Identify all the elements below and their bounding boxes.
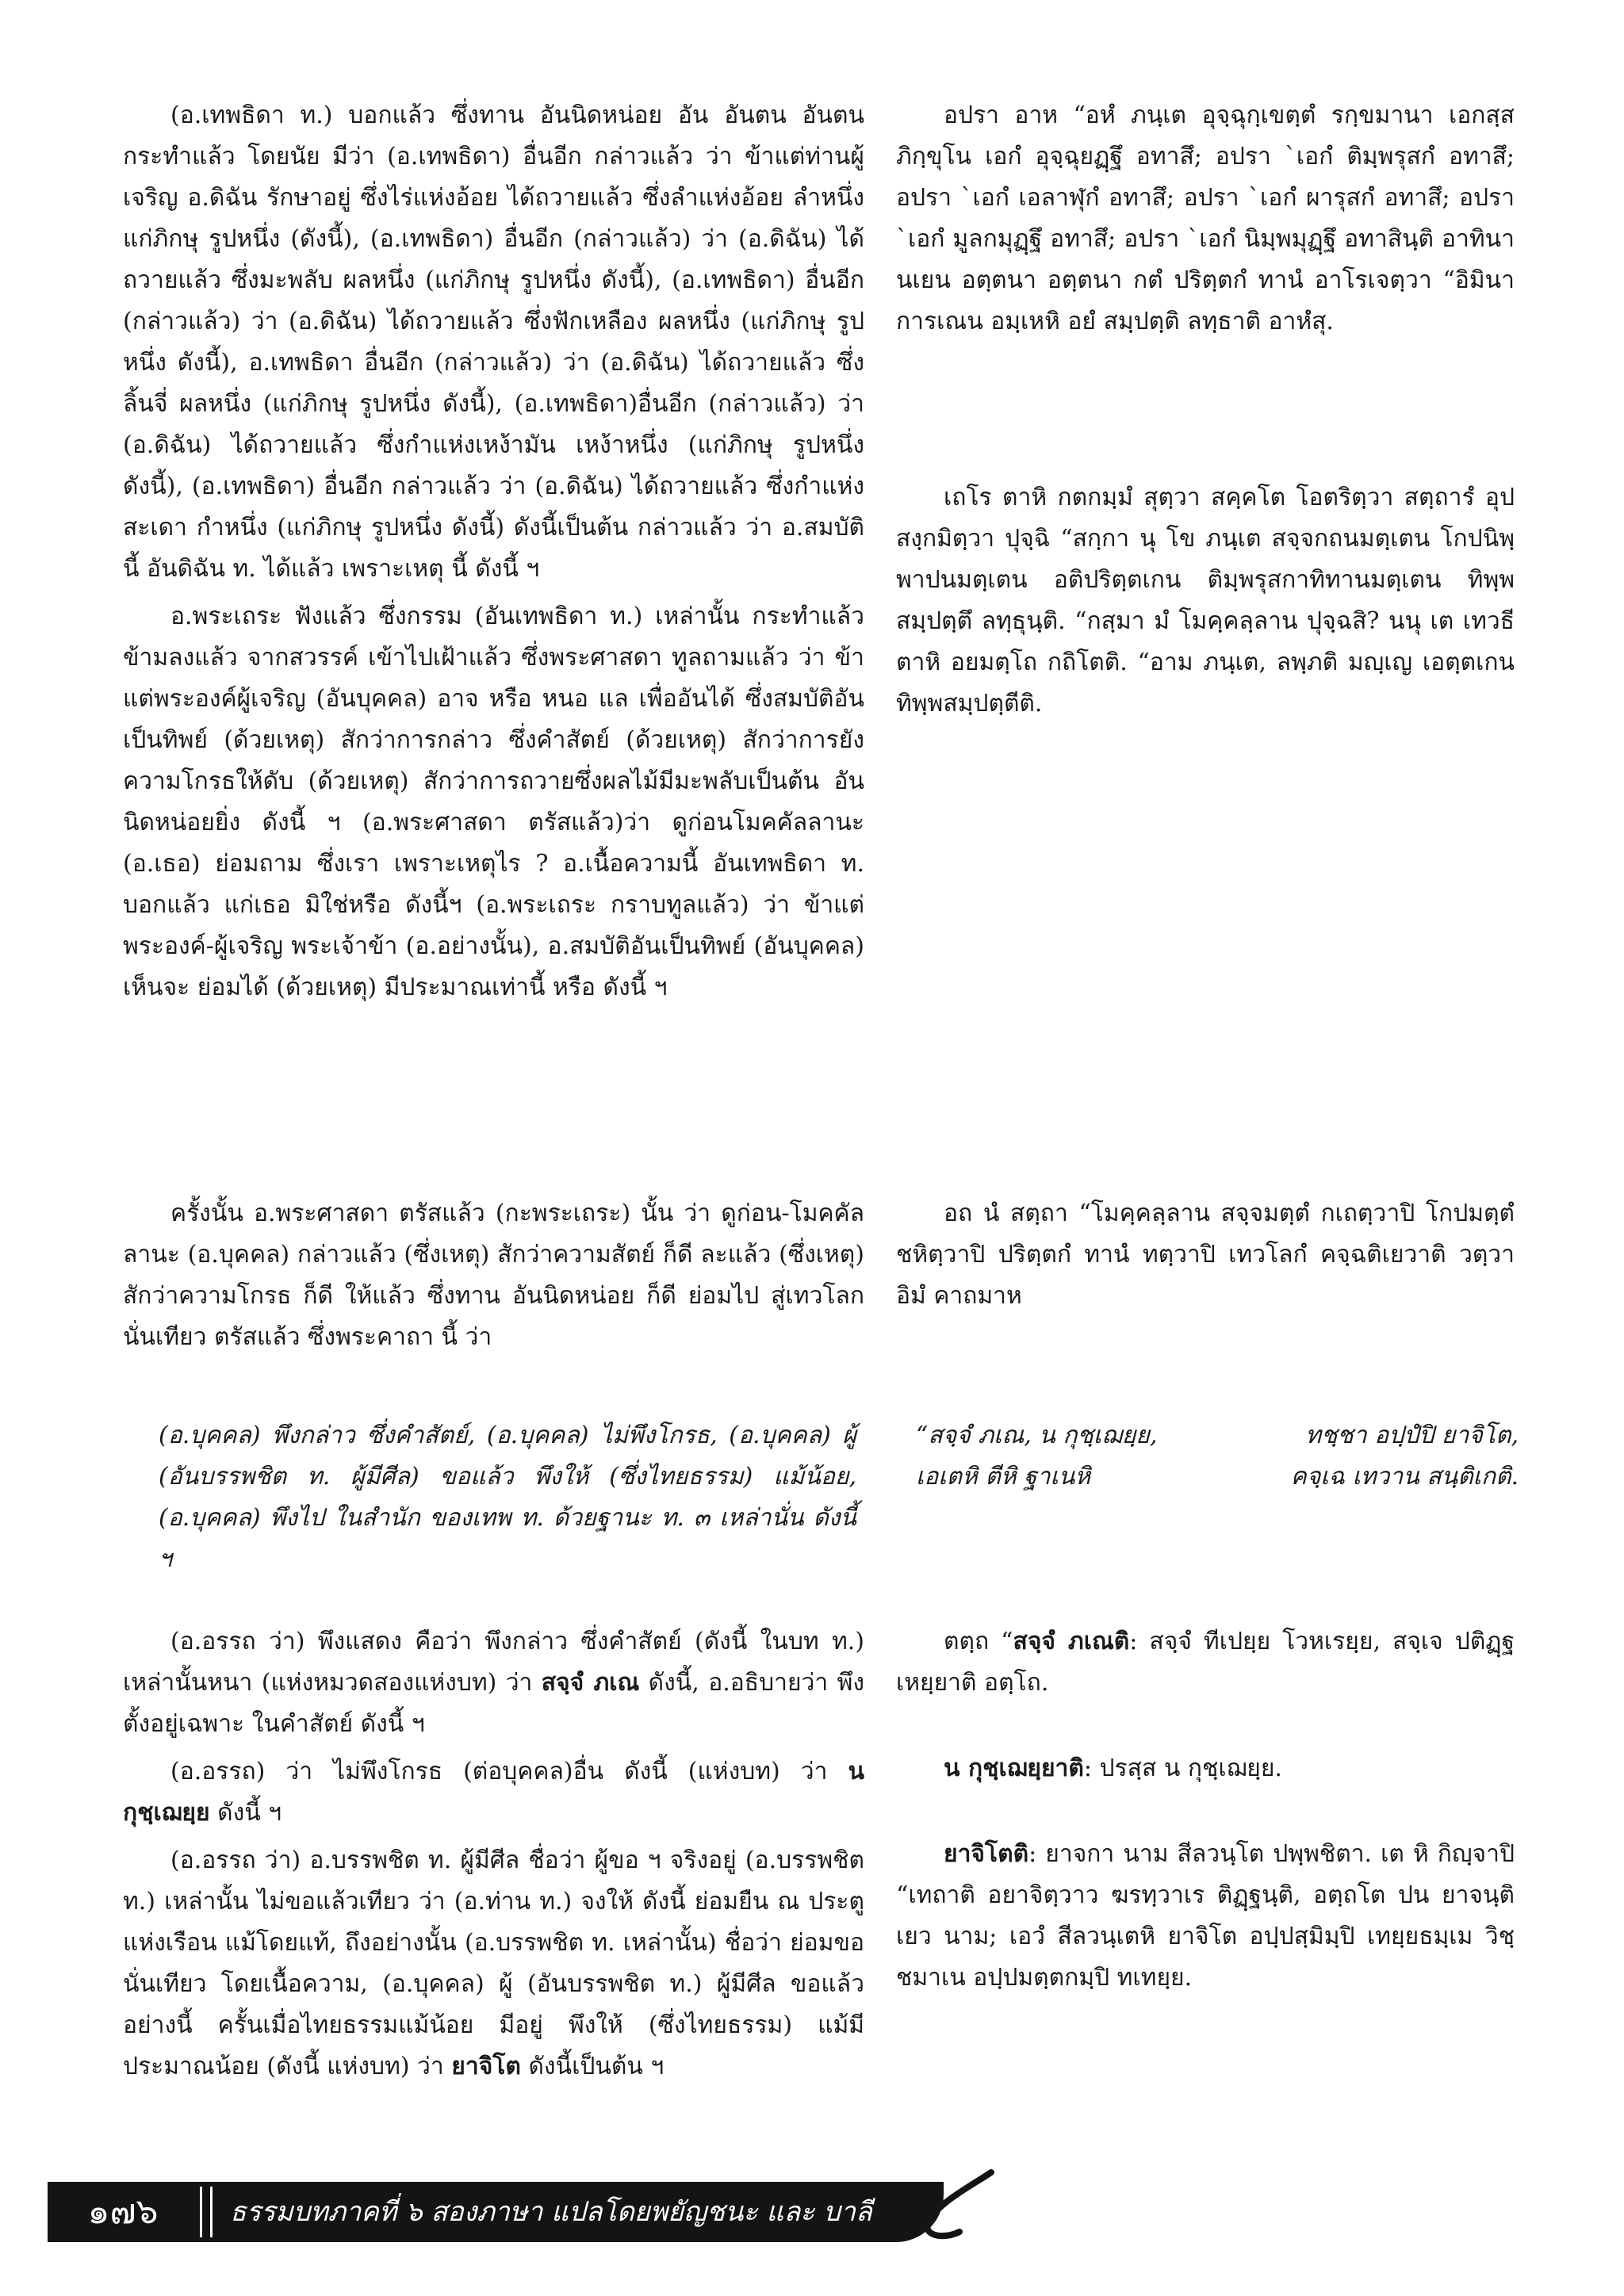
paragraph: เถโร ตาหิ กตกมฺมํ สุตฺวา สคฺคโต โอตริตฺวา สตฺถารํ อุปสงฺกมิตฺวา ปุจฺฉิ “สกฺกา นุ โข ภนฺเต สจฺจกถนมตฺเตน โกปนิพฺพาปนมตฺเตน อติปริตฺตเกน ติมฺพรุสกาทิทานมตฺเตน ทิพฺพสมฺปตฺตึ ลทฺธุนฺติ. “กสฺมา มํ โมคฺคลฺลาน ปุจฺฉสิ? นนุ เต เทวธีตาหิ อยมตฺโถ กถิโตติ. “อาม ภนฺเต, ลพฺภติ มญฺเญ เอตฺตเกน ทิพฺพสมฺปตฺตีติ. — [896, 484, 1515, 718]
text: (อ.อรรถ) ว่า ไม่พึงโกรธ (ต่อบุคคล)อื่น ดังนี้ (แห่งบท) ว่า — [170, 1758, 848, 1785]
verse-line — [916, 1456, 1519, 1498]
text: ดังนี้ ฯ — [209, 1799, 282, 1827]
commentary-paragraph — [896, 1834, 1515, 1999]
text: ดังนี้, อ.อธิบายว่า พึงตั้งอยู่เฉพาะ ในคำสัตย์ ดังนี้ ฯ — [123, 1669, 864, 1738]
text: ดังนี้เป็นต้น ฯ — [520, 2053, 665, 2080]
term: ยาจิโตติ — [944, 1840, 1029, 1868]
text: (อ.อรรถ ว่า) อ.บรรพชิต ท. ผู้มีศีล ชื่อว่า ผู้ขอ ฯ จริงอยู่ (อ.บรรพชิต ท.) เหล่านั้น ไม่ขอแล้วเทียว ว่า (อ.ท่าน ท.) จงให้ ดังนี้ ย่อมยืน ณ ประตูแห่งเรือน แม้โดยแท้, ถึงอย่างนั้น (อ.บรรพชิต ท. เหล่านั้น) ชื่อว่า ย่อมขอ นั่นเทียว โดยเนื้อความ, (อ.บุคคล) ผู้ (อันบรรพชิต ท.) ผู้มีศีล ขอแล้ว อย่างนี้ ครั้นเมื่อไทยธรรมแม้น้อย มีอยู่ พึงให้ (ซึ่งไทยธรรม) แม้มีประมาณน้อย (ดังนี้ แห่งบท) ว่า — [123, 1846, 864, 2080]
commentary-paragraph — [123, 1840, 864, 2087]
term: ยาจิโต — [451, 2053, 521, 2080]
commentary-paragraph — [123, 1751, 864, 1834]
commentary-paragraph — [896, 1748, 1515, 1789]
verse-pali — [916, 1415, 1519, 1498]
text: : ยาจกา นาม สีลวนฺโต ปพฺพชิตา. เต หิ กิญฺจาปิ “เทถาติ อยาจิตฺวาว ฆรทฺวาเร ติฏฺฐนฺติ, อตฺถโต ปน ยาจนฺติเยว นาม; เอวํ สีลวนฺเตหิ ยาจิโต อปฺปสฺมิมฺปิ เทยฺยธมฺเม วิชฺชมาเน อปฺปมตฺตกมฺปิ ทเทยฺย. — [896, 1840, 1515, 1992]
thai-translation-column — [123, 95, 864, 1008]
paragraph: ครั้งนั้น อ.พระศาสดา ตรัสแล้ว (กะพระเถระ) นั้น ว่า ดูก่อน-โมคคัลลานะ (อ.บุคคล) กล่าวแล้ว (ซึ่งเหตุ) สักว่าความสัตย์ ก็ดี ละแล้ว (ซึ่งเหตุ) สักว่าความโกรธ ก็ดี ให้แล้ว ซึ่งทาน อันนิดหน่อย ก็ดี ย่อมไป สู่เทวโลก นั่นเทียว ตรัสแล้ว ซึ่งพระคาถา นี้ ว่า — [123, 1200, 864, 1351]
term: น กุชฺเฌยฺยาติ — [944, 1755, 1084, 1782]
thai-commentary-column — [123, 1621, 864, 2087]
footer-divider — [200, 2187, 213, 2237]
paragraph: อถ นํ สตฺถา “โมคฺคลฺลาน สจฺจมตฺตํ กเถตฺวาปิ โกปมตฺตํ ชหิตฺวาปิ ปริตฺตกํ ทานํ ทตฺวาปิ เทวโลกํ คจฺฉติเยวาติ วตฺวา อิมํ คาถมาห — [896, 1200, 1515, 1310]
text: (อ.อรรถ ว่า) พึงแสดง คือว่า พึงกล่าว ซึ่งคำสัตย์ (ดังนี้ ในบท ท.) เหล่านั้นหนา (แห่งหมวดสองแห่งบท) ว่า — [123, 1628, 864, 1697]
thai-translation-column — [123, 1193, 864, 1358]
page-number: ๑๗๖ — [87, 2191, 159, 2232]
verse-translation: (อ.บุคคล) พึงกล่าว ซึ่งคำสัตย์, (อ.บุคคล) ไม่พึงโกรธ, (อ.บุคคล) ผู้ (อันบรรพชิต ท. ผู้มีศีล) ขอแล้ว พึงให้ (ซึ่งไทยธรรม) แม้น้อย, (อ.บุคคล) พึงไป ในสำนัก ของเทพ ท. ด้วยฐานะ ท. ๓ เหล่านั่น ดังนี้ ฯ — [159, 1422, 856, 1573]
ornament-swash-icon — [912, 2156, 1007, 2252]
page-footer — [0, 2182, 1624, 2242]
text: : ปรสฺส น กุชฺเฌยฺย. — [1083, 1755, 1282, 1782]
text: ตตฺถ “ — [944, 1628, 1013, 1655]
paragraph: อปรา อาห “อหํ ภนฺเต อุจฺฉุกฺเขตฺตํ รกฺขมานา เอกสฺส ภิกฺขุโน เอกํ อุจฺฉุยฏฺฐึ อทาสึ; อปรา `เอกํ ติมฺพรุสกํ อทาสึ; อปรา `เอกํ เอลาฬุกํ อทาสึ; อปรา `เอกํ ผารุสกํ อทาสึ; อปรา `เอกํ มูลกมุฏฺฐึ อทาสึ; อปรา `เอกํ นิมฺพมุฏฺฐึ อทาสินฺติ อาทินา นเยน อตฺตนา อตฺตนา กตํ ปริตฺตกํ ทานํ อาโรเจตฺวา “อิมินา การเณน อมฺเหหิ อยํ สมฺปตฺติ ลทฺธาติ อาหํสุ. — [896, 101, 1515, 335]
verse-hemistich: “สจฺจํ ภเณ, น กุชฺเฌยฺย, — [916, 1422, 1158, 1449]
term: สจฺจํ ภเณติ — [1013, 1628, 1130, 1655]
book-title: ธรรมบทภาคที่ ๖ สองภาษา แปลโดยพยัญชนะ และ บาลี — [230, 2196, 872, 2228]
verse-hemistich: คจฺเฉ เทวาน สนฺติเกติ. — [1290, 1463, 1519, 1490]
verse-line — [916, 1415, 1519, 1456]
pali-column — [896, 95, 1515, 725]
commentary-paragraph — [896, 1621, 1515, 1704]
verse-hemistich: เอเตหิ ตีหิ ฐาเนหิ — [916, 1463, 1091, 1490]
pali-commentary-column — [896, 1621, 1515, 1999]
pali-column — [896, 1193, 1515, 1317]
verse-hemistich: ทชฺชา อปฺปํปิ ยาจิโต, — [1305, 1422, 1519, 1449]
term: น กุชฺเฌยฺย — [123, 1758, 864, 1827]
paragraph: (อ.เทพธิดา ท.) บอกแล้ว ซึ่งทาน อันนิดหน่อย อัน อันตน อันตน กระทำแล้ว โดยนัย มีว่า (อ.เทพธิดา) อื่นอีก กล่าวแล้ว ว่า ข้าแต่ท่านผู้เจริญ อ.ดิฉัน รักษาอยู่ ซึ่งไร่แห่งอ้อย ได้ถวายแล้ว ซึ่งลำแห่งอ้อย ลำหนึ่ง แก่ภิกษุ รูปหนึ่ง (ดังนี้), (อ.เทพธิดา) อื่นอีก (กล่าวแล้ว) ว่า (อ.ดิฉัน) ได้ถวายแล้ว ซึ่งมะพลับ ผลหนึ่ง (แก่ภิกษุ รูปหนึ่ง ดังนี้), (อ.เทพธิดา) อื่นอีก (กล่าวแล้ว) ว่า (อ.ดิฉัน) ได้ถวายแล้ว ซึ่งฟักเหลือง ผลหนึ่ง (แก่ภิกษุ รูปหนึ่ง ดังนี้), อ.เทพธิดา อื่นอีก (กล่าวแล้ว) ว่า (อ.ดิฉัน) ได้ถวายแล้ว ซึ่งลิ้นจี่ ผลหนึ่ง (แก่ภิกษุ รูปหนึ่ง ดังนี้), (อ.เทพธิดา)อื่นอีก (กล่าวแล้ว) ว่า (อ.ดิฉัน) ได้ถวายแล้ว ซึ่งกำแห่งเหง้ามัน เหง้าหนึ่ง (แก่ภิกษุ รูปหนึ่ง ดังนี้), (อ.เทพธิดา) อื่นอีก กล่าวแล้ว ว่า (อ.ดิฉัน) ได้ถวายแล้ว ซึ่งกำแห่งสะเดา กำหนึ่ง (แก่ภิกษุ รูปหนึ่ง ดังนี้) ดังนี้เป็นต้น กล่าวแล้ว ว่า อ.สมบัติ นี้ อันดิฉัน ท. ได้แล้ว เพราะเหตุ นี้ ดังนี้ ฯ — [123, 101, 864, 583]
paragraph: อ.พระเถระ ฟังแล้ว ซึ่งกรรม (อันเทพธิดา ท.) เหล่านั้น กระทำแล้ว ข้ามลงแล้ว จากสวรรค์ เข้าไปเฝ้าแล้ว ซึ่งพระศาสดา ทูลถามแล้ว ว่า ข้าแต่พระองค์ผู้เจริญ (อันบุคคล) อาจ หรือ หนอ แล เพื่ออันได้ ซึ่งสมบัติอันเป็นทิพย์ (ด้วยเหตุ) สักว่าการกล่าว ซึ่งคำสัตย์ (ด้วยเหตุ) สักว่าการยังความโกรธให้ดับ (ด้วยเหตุ) สักว่าการถวายซึ่งผลไม้มีมะพลับเป็นต้น อันนิดหน่อยยิ่ง ดังนี้ ฯ (อ.พระศาสดา ตรัสแล้ว)ว่า ดูก่อนโมคคัลลานะ (อ.เธอ) ย่อมถาม ซึ่งเรา เพราะเหตุไร ? อ.เนื้อความนี้ อันเทพธิดา ท. บอกแล้ว แก่เธอ มิใช่หรือ ดังนี้ฯ (อ.พระเถระ กราบทูลแล้ว) ว่า ข้าแต่พระองค์-ผู้เจริญ พระเจ้าข้า (อ.อย่างนั้น), อ.สมบัติอันเป็นทิพย์ (อันบุคคล) เห็นจะ ย่อมได้ (ด้วยเหตุ) มีประมาณเท่านี้ หรือ ดังนี้ ฯ — [123, 603, 864, 1001]
term: สจฺจํ ภเณ — [541, 1669, 640, 1697]
commentary-paragraph — [123, 1621, 864, 1745]
text: : สจฺจํ ทีเปยฺย โวหเรยฺย, สจฺเจ ปติฏฺฐเหยฺยาติ อตฺโถ. — [896, 1628, 1515, 1697]
